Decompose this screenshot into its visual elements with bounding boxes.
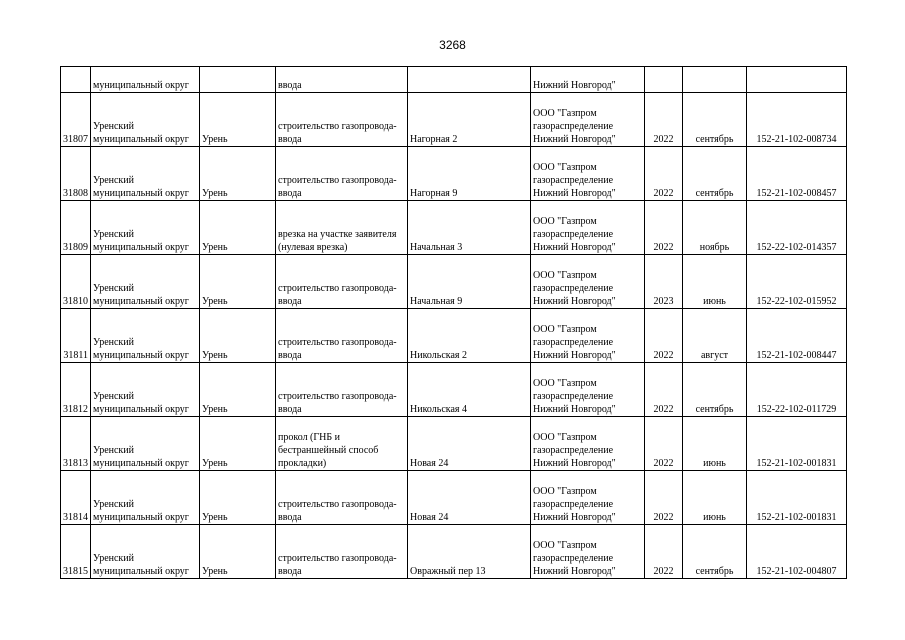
district-line: муниципальный округ	[93, 458, 189, 469]
work-type-line: врезка на участке заявителя	[278, 229, 397, 240]
cell-address: Никольская 2	[408, 309, 531, 363]
work-type-line: ввода	[278, 188, 302, 199]
cell-district	[91, 147, 200, 201]
work-type-line: ввода	[278, 404, 302, 415]
cell-number: 31809	[61, 201, 91, 255]
cell-work-type	[276, 147, 408, 201]
cell-address: Овражный пер 13	[408, 525, 531, 579]
work-type-line: строительство газопровода-	[278, 121, 397, 132]
cell-month: сентябрь	[683, 525, 747, 579]
cell-number: 31811	[61, 309, 91, 363]
cell-settlement: Урень	[200, 201, 276, 255]
cell-work-type	[276, 471, 408, 525]
work-type-line: ввода	[278, 512, 302, 523]
table-row	[61, 417, 847, 471]
cell-district	[91, 201, 200, 255]
owner-line: газораспределение	[533, 553, 614, 564]
cell-work-type	[276, 309, 408, 363]
cell-code: 152-22-102-011729	[747, 363, 847, 417]
district-line: муниципальный округ	[93, 512, 189, 523]
cell-district	[91, 525, 200, 579]
owner-line: Нижний Новгород"	[533, 512, 616, 523]
cell-month: ноябрь	[683, 201, 747, 255]
cell-month: июнь	[683, 255, 747, 309]
district-line: Уренский	[93, 391, 134, 402]
cell-owner	[531, 255, 645, 309]
work-type-line: ввода	[278, 134, 302, 145]
cell-work-type	[276, 93, 408, 147]
work-type-line: ввода	[278, 296, 302, 307]
work-type-line: строительство газопровода-	[278, 337, 397, 348]
district-line: Уренский	[93, 337, 134, 348]
owner-line: газораспределение	[533, 283, 614, 294]
district-line: муниципальный округ	[93, 350, 189, 361]
work-type-line: строительство газопровода-	[278, 391, 397, 402]
cell-number	[61, 67, 91, 93]
cell-year: 2022	[645, 201, 683, 255]
work-type-line: строительство газопровода-	[278, 499, 397, 510]
cell-owner	[531, 363, 645, 417]
work-type-line: строительство газопровода-	[278, 553, 397, 564]
cell-year	[645, 67, 683, 93]
owner-line: газораспределение	[533, 337, 614, 348]
district-line: Уренский	[93, 283, 134, 294]
cell-address: Начальная 9	[408, 255, 531, 309]
cell-address: Нагорная 9	[408, 147, 531, 201]
cell-number: 31807	[61, 93, 91, 147]
cell-owner	[531, 525, 645, 579]
owner-line: газораспределение	[533, 499, 614, 510]
cell-district	[91, 255, 200, 309]
cell-code: 152-22-102-014357	[747, 201, 847, 255]
cell-district	[91, 67, 200, 93]
cell-owner	[531, 309, 645, 363]
table-row	[61, 147, 847, 201]
cell-owner	[531, 93, 645, 147]
cell-number: 31813	[61, 417, 91, 471]
district-line: муниципальный округ	[93, 188, 189, 199]
owner-line: ООО "Газпром	[533, 216, 597, 227]
table-row	[61, 309, 847, 363]
cell-year: 2022	[645, 147, 683, 201]
gasification-registry-table	[60, 66, 847, 579]
cell-year: 2023	[645, 255, 683, 309]
table-row	[61, 471, 847, 525]
work-type-line: ввода	[278, 350, 302, 361]
owner-line: Нижний Новгород"	[533, 566, 616, 577]
owner-line: ООО "Газпром	[533, 540, 597, 551]
cell-code: 152-21-102-008447	[747, 309, 847, 363]
cell-owner	[531, 67, 645, 93]
work-type-line: ввода	[278, 566, 302, 577]
work-type-line: прокладки)	[278, 458, 327, 469]
cell-month: август	[683, 309, 747, 363]
owner-line: газораспределение	[533, 229, 614, 240]
district-line: муниципальный округ	[93, 242, 189, 253]
cell-district	[91, 417, 200, 471]
cell-month: июнь	[683, 471, 747, 525]
table-row-continued	[61, 67, 847, 93]
cell-work-type	[276, 363, 408, 417]
cell-month: сентябрь	[683, 93, 747, 147]
table-row	[61, 93, 847, 147]
cell-settlement: Урень	[200, 363, 276, 417]
cell-code	[747, 67, 847, 93]
cell-address: Никольская 4	[408, 363, 531, 417]
cell-code: 152-22-102-015952	[747, 255, 847, 309]
cell-year: 2022	[645, 363, 683, 417]
cell-settlement: Урень	[200, 525, 276, 579]
cell-year: 2022	[645, 471, 683, 525]
owner-line: ООО "Газпром	[533, 270, 597, 281]
cell-number: 31810	[61, 255, 91, 309]
district-line: муниципальный округ	[93, 404, 189, 415]
cell-address: Начальная 3	[408, 201, 531, 255]
cell-settlement: Урень	[200, 255, 276, 309]
owner-line: Нижний Новгород"	[533, 134, 616, 145]
cell-settlement: Урень	[200, 417, 276, 471]
district-line: Уренский	[93, 229, 134, 240]
cell-owner	[531, 471, 645, 525]
district-line: Уренский	[93, 553, 134, 564]
table-row	[61, 363, 847, 417]
cell-code: 152-21-102-004807	[747, 525, 847, 579]
cell-work-type	[276, 417, 408, 471]
cell-address: Новая 24	[408, 471, 531, 525]
cell-number: 31814	[61, 471, 91, 525]
owner-line: ООО "Газпром	[533, 486, 597, 497]
cell-month	[683, 67, 747, 93]
cell-district	[91, 93, 200, 147]
cell-year: 2022	[645, 309, 683, 363]
cell-owner	[531, 201, 645, 255]
cell-settlement: Урень	[200, 147, 276, 201]
table-body	[61, 67, 847, 579]
work-type-line: бестраншейный способ	[278, 445, 379, 456]
owner-line: газораспределение	[533, 121, 614, 132]
cell-number: 31815	[61, 525, 91, 579]
owner-line: ООО "Газпром	[533, 162, 597, 173]
cell-settlement: Урень	[200, 93, 276, 147]
cell-code: 152-21-102-008457	[747, 147, 847, 201]
work-type-line: прокол (ГНБ и	[278, 432, 340, 443]
table-row	[61, 525, 847, 579]
owner-line: Нижний Новгород"	[533, 188, 616, 199]
cell-settlement: Урень	[200, 309, 276, 363]
cell-work-type	[276, 255, 408, 309]
cell-code: 152-21-102-001831	[747, 471, 847, 525]
district-line: Уренский	[93, 121, 134, 132]
cell-work-type	[276, 201, 408, 255]
table-row	[61, 201, 847, 255]
owner-line: ООО "Газпром	[533, 378, 597, 389]
owner-line: ООО "Газпром	[533, 432, 597, 443]
cell-settlement	[200, 67, 276, 93]
district-line: муниципальный округ	[93, 80, 189, 91]
district-line: Уренский	[93, 445, 134, 456]
cell-owner	[531, 147, 645, 201]
cell-work-type	[276, 525, 408, 579]
cell-month: сентябрь	[683, 147, 747, 201]
cell-address: Новая 24	[408, 417, 531, 471]
table-row	[61, 255, 847, 309]
district-line: муниципальный округ	[93, 566, 189, 577]
owner-line: газораспределение	[533, 391, 614, 402]
page-number: 3268	[439, 38, 466, 52]
cell-code: 152-21-102-001831	[747, 417, 847, 471]
work-type-line: строительство газопровода-	[278, 283, 397, 294]
cell-number: 31812	[61, 363, 91, 417]
district-line: муниципальный округ	[93, 296, 189, 307]
cell-owner	[531, 417, 645, 471]
owner-line: Нижний Новгород"	[533, 242, 616, 253]
cell-address	[408, 67, 531, 93]
cell-address: Нагорная 2	[408, 93, 531, 147]
cell-number: 31808	[61, 147, 91, 201]
owner-line: Нижний Новгород"	[533, 80, 616, 91]
cell-work-type	[276, 67, 408, 93]
district-line: Уренский	[93, 499, 134, 510]
cell-year: 2022	[645, 93, 683, 147]
cell-district	[91, 309, 200, 363]
owner-line: Нижний Новгород"	[533, 296, 616, 307]
cell-code: 152-21-102-008734	[747, 93, 847, 147]
owner-line: газораспределение	[533, 445, 614, 456]
owner-line: ООО "Газпром	[533, 324, 597, 335]
cell-year: 2022	[645, 525, 683, 579]
owner-line: Нижний Новгород"	[533, 458, 616, 469]
cell-year: 2022	[645, 417, 683, 471]
work-type-line: (нулевая врезка)	[278, 242, 348, 253]
owner-line: Нижний Новгород"	[533, 350, 616, 361]
owner-line: газораспределение	[533, 175, 614, 186]
owner-line: Нижний Новгород"	[533, 404, 616, 415]
cell-district	[91, 471, 200, 525]
district-line: Уренский	[93, 175, 134, 186]
work-type-line: ввода	[278, 80, 302, 91]
cell-month: сентябрь	[683, 363, 747, 417]
owner-line: ООО "Газпром	[533, 108, 597, 119]
district-line: муниципальный округ	[93, 134, 189, 145]
cell-month: июнь	[683, 417, 747, 471]
cell-settlement: Урень	[200, 471, 276, 525]
work-type-line: строительство газопровода-	[278, 175, 397, 186]
cell-district	[91, 363, 200, 417]
